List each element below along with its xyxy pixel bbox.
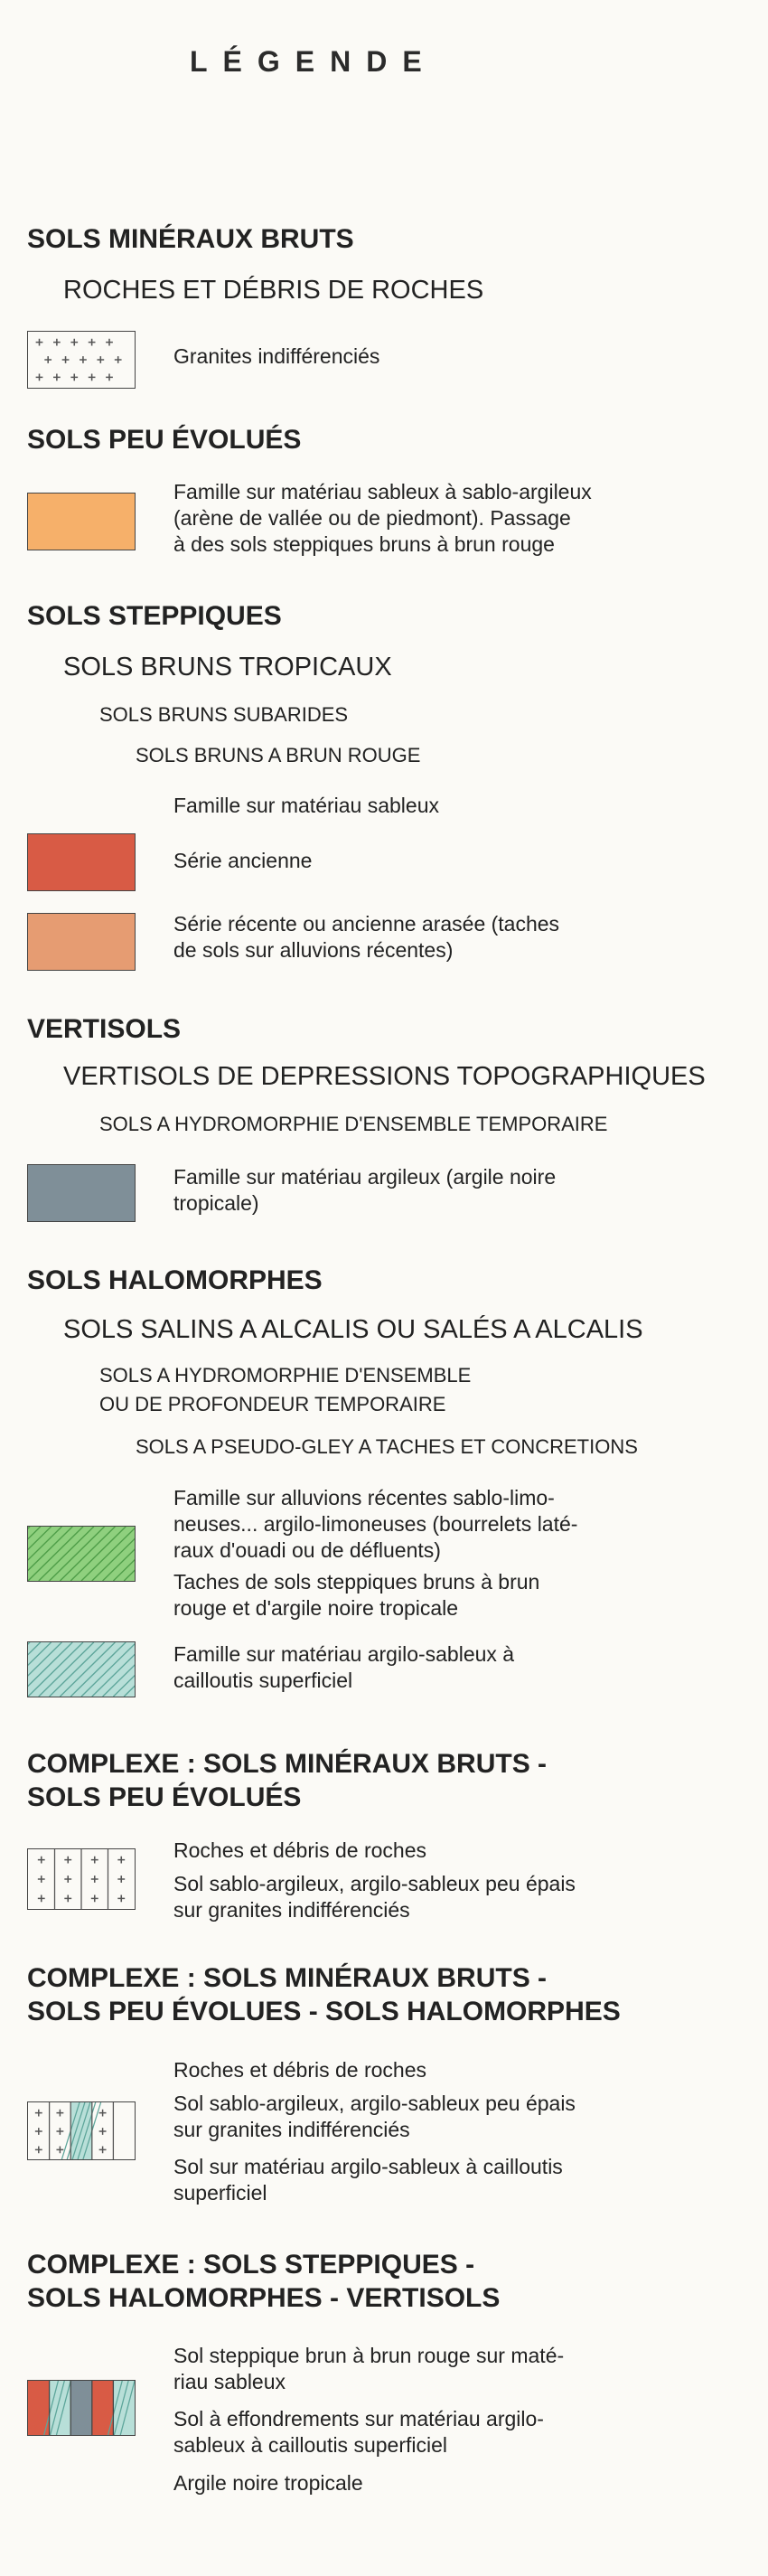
swatch-complex-crosses-teal — [27, 2101, 136, 2160]
subtitle-bruns-subarides: SOLS BRUNS SUBARIDES — [99, 703, 349, 726]
subtitle-vertisols-depressions: VERTISOLS DE DEPRESSIONS TOPOGRAPHIQUES — [63, 1062, 706, 1091]
section-title-steppiques: SOLS STEPPIQUES — [27, 601, 282, 631]
desc-line: cailloutis superficiel — [173, 1669, 353, 1692]
subtitle-hydromorphie-ensemble: SOLS A HYDROMORPHIE D'ENSEMBLE TEMPORAIRE — [99, 1113, 608, 1135]
swatch-salmon — [27, 913, 136, 971]
subtitle-salins-alcalis: SOLS SALINS A ALCALIS OU SALÉS A ALCALIS — [63, 1315, 643, 1344]
desc-line: Taches de sols steppiques bruns à brun — [173, 1570, 540, 1594]
swatch-complex-striped — [27, 2380, 136, 2436]
legend-item-taches-steppiques — [173, 1569, 539, 1622]
title-line: COMPLEXE : SOLS MINÉRAUX BRUTS - — [27, 1749, 548, 1779]
swatch-slate — [27, 1164, 136, 1222]
legend-item-famille-sableux — [173, 479, 592, 558]
desc-line: rouge et d'argile noire tropicale — [173, 1596, 459, 1620]
section-title-complexe-2 — [27, 1961, 621, 2028]
complex-cross-teal-pattern — [28, 2102, 135, 2159]
complex-2-sol-argilo — [173, 2154, 563, 2206]
complex-3-sol-effondrements — [173, 2406, 544, 2458]
desc-line: tropicale) — [173, 1191, 259, 1215]
section-title-mineraux-bruts: SOLS MINÉRAUX BRUTS — [27, 224, 354, 254]
legend-title: LÉGENDE — [190, 45, 437, 78]
desc-line: Famille sur alluvions récentes sablo-limo- — [173, 1486, 555, 1509]
subtitle-line: OU DE PROFONDEUR TEMPORAIRE — [99, 1393, 446, 1415]
complex-cross-pattern — [28, 1849, 135, 1909]
desc-line: (arène de vallée ou de piedmont). Passage — [173, 506, 571, 530]
desc-line: Série récente ou ancienne arasée (taches — [173, 912, 560, 935]
section-title-complexe-3 — [27, 2248, 500, 2315]
section-title-complexe-1 — [27, 1747, 547, 1814]
title-line: SOLS HALOMORPHES - VERTISOLS — [27, 2283, 501, 2313]
title-line: COMPLEXE : SOLS MINÉRAUX BRUTS - — [27, 1963, 548, 1993]
desc-line: raux d'ouadi ou de défluents) — [173, 1538, 441, 1562]
cross-pattern — [28, 332, 135, 388]
desc-line: à des sols steppiques bruns à brun rouge — [173, 532, 555, 556]
subtitle-hydromorphie-profondeur — [99, 1361, 471, 1419]
subtitle-roches-debris: ROCHES ET DÉBRIS DE ROCHES — [63, 276, 484, 305]
swatch-green-hatched — [27, 1526, 136, 1582]
desc-line: superficiel — [173, 2181, 267, 2205]
section-title-vertisols: VERTISOLS — [27, 1014, 182, 1044]
legend-item-serie-recente — [173, 911, 559, 964]
desc-line: de sols sur alluvions récentes) — [173, 938, 454, 962]
desc-line: Sol steppique brun à brun rouge sur maté- — [173, 2344, 565, 2367]
legend-item-serie-ancienne: Série ancienne — [173, 849, 313, 872]
complex-2-sol-sablo — [173, 2091, 576, 2143]
swatch-complex-crosses — [27, 1848, 136, 1910]
swatch-teal-hatched — [27, 1641, 136, 1697]
section-title-peu-evolues: SOLS PEU ÉVOLUÉS — [27, 425, 302, 455]
subtitle-bruns-brun-rouge: SOLS BRUNS A BRUN ROUGE — [136, 744, 421, 766]
desc-line: Famille sur matériau argilo-sableux à — [173, 1642, 515, 1666]
desc-line: Sol sablo-argileux, argilo-sableux peu épais — [173, 1872, 576, 1895]
legend-item-alluvions-recentes — [173, 1485, 577, 1564]
legend-item-granites: Granites indifférenciés — [173, 344, 380, 368]
desc-line: Sol à effondrements sur matériau argilo- — [173, 2407, 544, 2430]
teal-hatch-pattern — [28, 1642, 135, 1697]
legend-item-argilo-sableux — [173, 1641, 514, 1694]
subtitle-bruns-tropicaux: SOLS BRUNS TROPICAUX — [63, 653, 392, 682]
complex-3-argile-noire: Argile noire tropicale — [173, 2471, 363, 2495]
title-line: SOLS PEU ÉVOLUÉS — [27, 1782, 302, 1812]
desc-line: Famille sur matériau sableux à sablo-argileux — [173, 480, 592, 503]
complex-stripe-pattern — [28, 2381, 135, 2435]
desc-line: Famille sur matériau argileux (argile noire — [173, 1165, 557, 1189]
desc-line: neuses... argilo-limoneuses (bourrelets laté- — [173, 1512, 578, 1536]
section-title-halomorphes: SOLS HALOMORPHES — [27, 1265, 323, 1295]
green-hatch-pattern — [28, 1527, 135, 1581]
complex-1-roches: Roches et débris de roches — [173, 1838, 426, 1862]
complex-2-roches: Roches et débris de roches — [173, 2058, 426, 2082]
desc-line: sur granites indifférenciés — [173, 2118, 410, 2141]
desc-line: Sol sur matériau argilo-sableux à cailloutis — [173, 2155, 563, 2178]
desc-line: sableux à cailloutis superficiel — [173, 2433, 447, 2457]
subtitle-pseudo-gley: SOLS A PSEUDO-GLEY A TACHES ET CONCRETIONS — [136, 1435, 638, 1458]
legend-item-argileux — [173, 1164, 556, 1217]
complex-1-sol-sablo — [173, 1871, 576, 1923]
desc-line: sur granites indifférenciés — [173, 1898, 410, 1922]
swatch-orange — [27, 493, 136, 550]
title-line: COMPLEXE : SOLS STEPPIQUES - — [27, 2250, 475, 2280]
desc-line: Sol sablo-argileux, argilo-sableux peu épais — [173, 2092, 576, 2115]
subtitle-line: SOLS A HYDROMORPHIE D'ENSEMBLE — [99, 1364, 472, 1387]
family-label-sableux: Famille sur matériau sableux — [173, 794, 440, 817]
complex-3-sol-steppique — [173, 2343, 564, 2395]
title-line: SOLS PEU ÉVOLUES - SOLS HALOMORPHES — [27, 1997, 621, 2026]
swatch-granites-crosses — [27, 331, 136, 389]
swatch-red — [27, 833, 136, 891]
desc-line: riau sableux — [173, 2370, 286, 2393]
